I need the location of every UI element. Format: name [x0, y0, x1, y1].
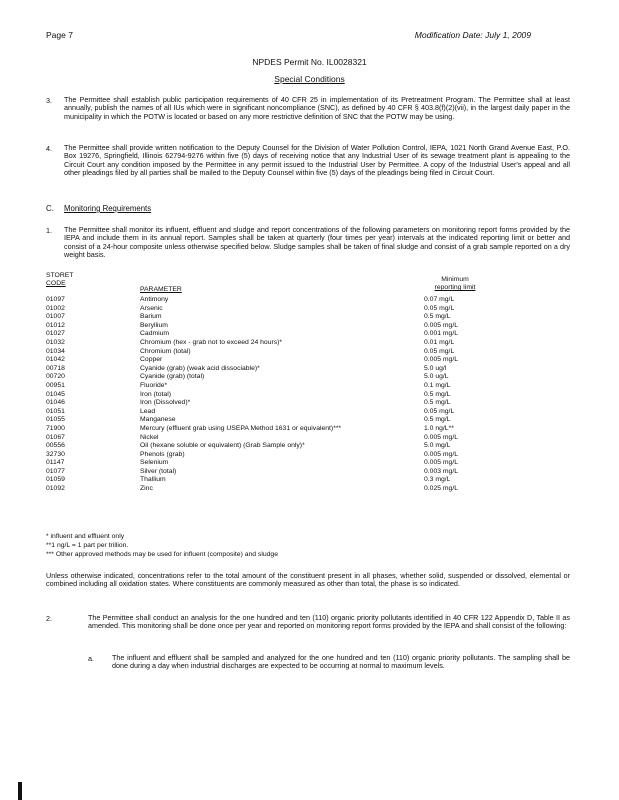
footnote-3: *** Other approved methods may be used for influent (composite) and sludge — [46, 551, 278, 558]
table-row: 00718 Cyanide (grab) (weak acid dissociable)* 5.0 ug/l — [46, 364, 447, 372]
modification-date: Modification Date: July 1, 2009 — [414, 30, 531, 40]
footnote-1: * influent and effluent only — [46, 533, 125, 540]
table-header — [46, 272, 566, 296]
item-c1-number: 1. — [46, 226, 52, 235]
table-row: 01055 Manganese 0.5 mg/L — [46, 416, 451, 424]
table-row: 01034 Chromium (total) 0.05 mg/L — [46, 347, 455, 355]
table-row: 00951 Fluoride* 0.1 mg/L — [46, 381, 451, 389]
item-4-text: The Permittee shall provide written notification to the Deputy Counsel for the Division of Water Pollution Control, IEPA, 1021 North Grand Avenue East, P.O. Box 19276, Springfield, Illinois 62794-9276 within five (5) days of receiving notice that any Industrial User of its sewage treatment plant is appealing to the Circuit Court any condition imposed by the Permittee in any permit issued to the Industrial User by Permittee. A copy of the Industrial User's appeal and all other pleadings filed by all parties shall be mailed to the Deputy Counsel within five (5) days of the pleadings being filed in Circuit Court. — [64, 143, 570, 177]
item-3-text: The Permittee shall establish public participation requirements of 40 CFR 25 in implementation of its Pretreatment Program. The Permittee shall at least annually, publish the names of all IUs which were in significant noncompliance (SNC), as defined by 40 CFR § 403.8(f)(2)(vii), in the largest daily paper in the municipality in which the POTW is located or based on any more restrictive definition of SNC that the POTW may be using. — [64, 95, 570, 121]
item-c1-text: The Permittee shall monitor its influent, effluent and sludge and report concentrations of the following parameters on monitoring report forms provided by the IEPA and include them in its annual report. Samples shall be taken at quarterly (four times per year) intervals at the indicated reporting limit or better and consist of a 24-hour composite unless otherwise specified below. Sludge samples shall be taken of final sludge and consist of a grab sample reported on a dry weight basis. — [64, 225, 570, 259]
table-row: 01051 Lead 0.05 mg/L — [46, 407, 455, 415]
table-row: 01012 Beryllium 0.005 mg/L — [46, 321, 459, 329]
table-row: 32730 Phenols (grab) 0.005 mg/L — [46, 450, 459, 458]
table-row: 00720 Cyanide (grab) (total) 5.0 ug/L — [46, 373, 449, 381]
monitoring-parameters-table — [46, 272, 566, 494]
table-row: 71900 Mercury (effluent grab using USEPA Method 1631 or equivalent)*** 1.0 ng/L** — [46, 424, 454, 432]
section-c-title: Monitoring Requirements — [64, 204, 152, 213]
scan-edge-mark — [18, 782, 22, 800]
table-row: 01042 Copper 0.005 mg/L — [46, 356, 459, 364]
table-row: 01147 Selenium 0.005 mg/L — [46, 459, 459, 467]
item-2-number: 2. — [46, 614, 52, 623]
section-c-letter: C. — [46, 204, 54, 213]
table-row: 01077 Silver (total) 0.003 mg/L — [46, 467, 459, 475]
parameter-header: PARAMETER — [140, 286, 182, 293]
table-body — [46, 296, 566, 494]
table-row: 01007 Barium 0.5 mg/L — [46, 313, 451, 321]
item-2-text: The Permittee shall conduct an analysis for the one hundred and ten (110) organic priority pollutants identified in 40 CFR 122 Appendix D, Table II as amended. This monitoring shall be done once per year and reported on monitoring report forms provided by the IEPA and shall consist of the following: — [88, 613, 570, 631]
item-2a-letter: a. — [88, 654, 94, 663]
storet-header: STORET CODE — [46, 272, 74, 287]
phase-note: Unless otherwise indicated, concentrations refer to the total amount of the constituent present in all phases, whether solid, suspended or dissolved, elemental or combined including all oxidation states. Where constituents are commonly measured as other than total, the phase is so indicated. — [46, 571, 570, 589]
table-row: 00556 Oil (hexane soluble or equivalent) (Grab Sample only)* 5.0 mg/L — [46, 442, 451, 450]
page-number: Page 7 — [46, 30, 73, 40]
footnote-2: **1 ng/L = 1 part per trillion. — [46, 542, 129, 549]
table-row: 01002 Arsenic 0.05 mg/L — [46, 304, 455, 312]
table-row: 01092 Zinc 0.025 mg/L — [46, 485, 459, 493]
table-row: 01067 Nickel 0.005 mg/L — [46, 433, 459, 441]
table-row: 01059 Thallium 0.3 mg/L — [46, 476, 451, 484]
table-row: 01046 Iron (Dissolved)* 0.5 mg/L — [46, 399, 451, 407]
table-row: 01027 Cadmium 0.001 mg/L — [46, 330, 459, 338]
special-conditions-heading: Special Conditions — [274, 74, 345, 84]
table-row: 01097 Antimony 0.07 mg/L — [46, 296, 455, 303]
item-3-number: 3. — [46, 96, 52, 105]
table-row: 01032 Chromium (hex - grab not to exceed 24 hours)* 0.01 mg/L — [46, 338, 455, 346]
minimum-limit-header: Minimum reporting limit — [434, 276, 476, 291]
item-4-number: 4. — [46, 144, 52, 153]
table-row: 01045 Iron (total) 0.5 mg/L — [46, 390, 451, 398]
permit-title: NPDES Permit No. IL0028321 — [252, 57, 367, 67]
item-2a-text: The influent and effluent shall be sampled and analyzed for the one hundred and ten (110) organic priority pollutants. The sampling shall be done during a day when industrial discharges are expected to be occurring at normal to maximum levels. — [112, 653, 570, 671]
table-footnotes — [46, 532, 278, 559]
